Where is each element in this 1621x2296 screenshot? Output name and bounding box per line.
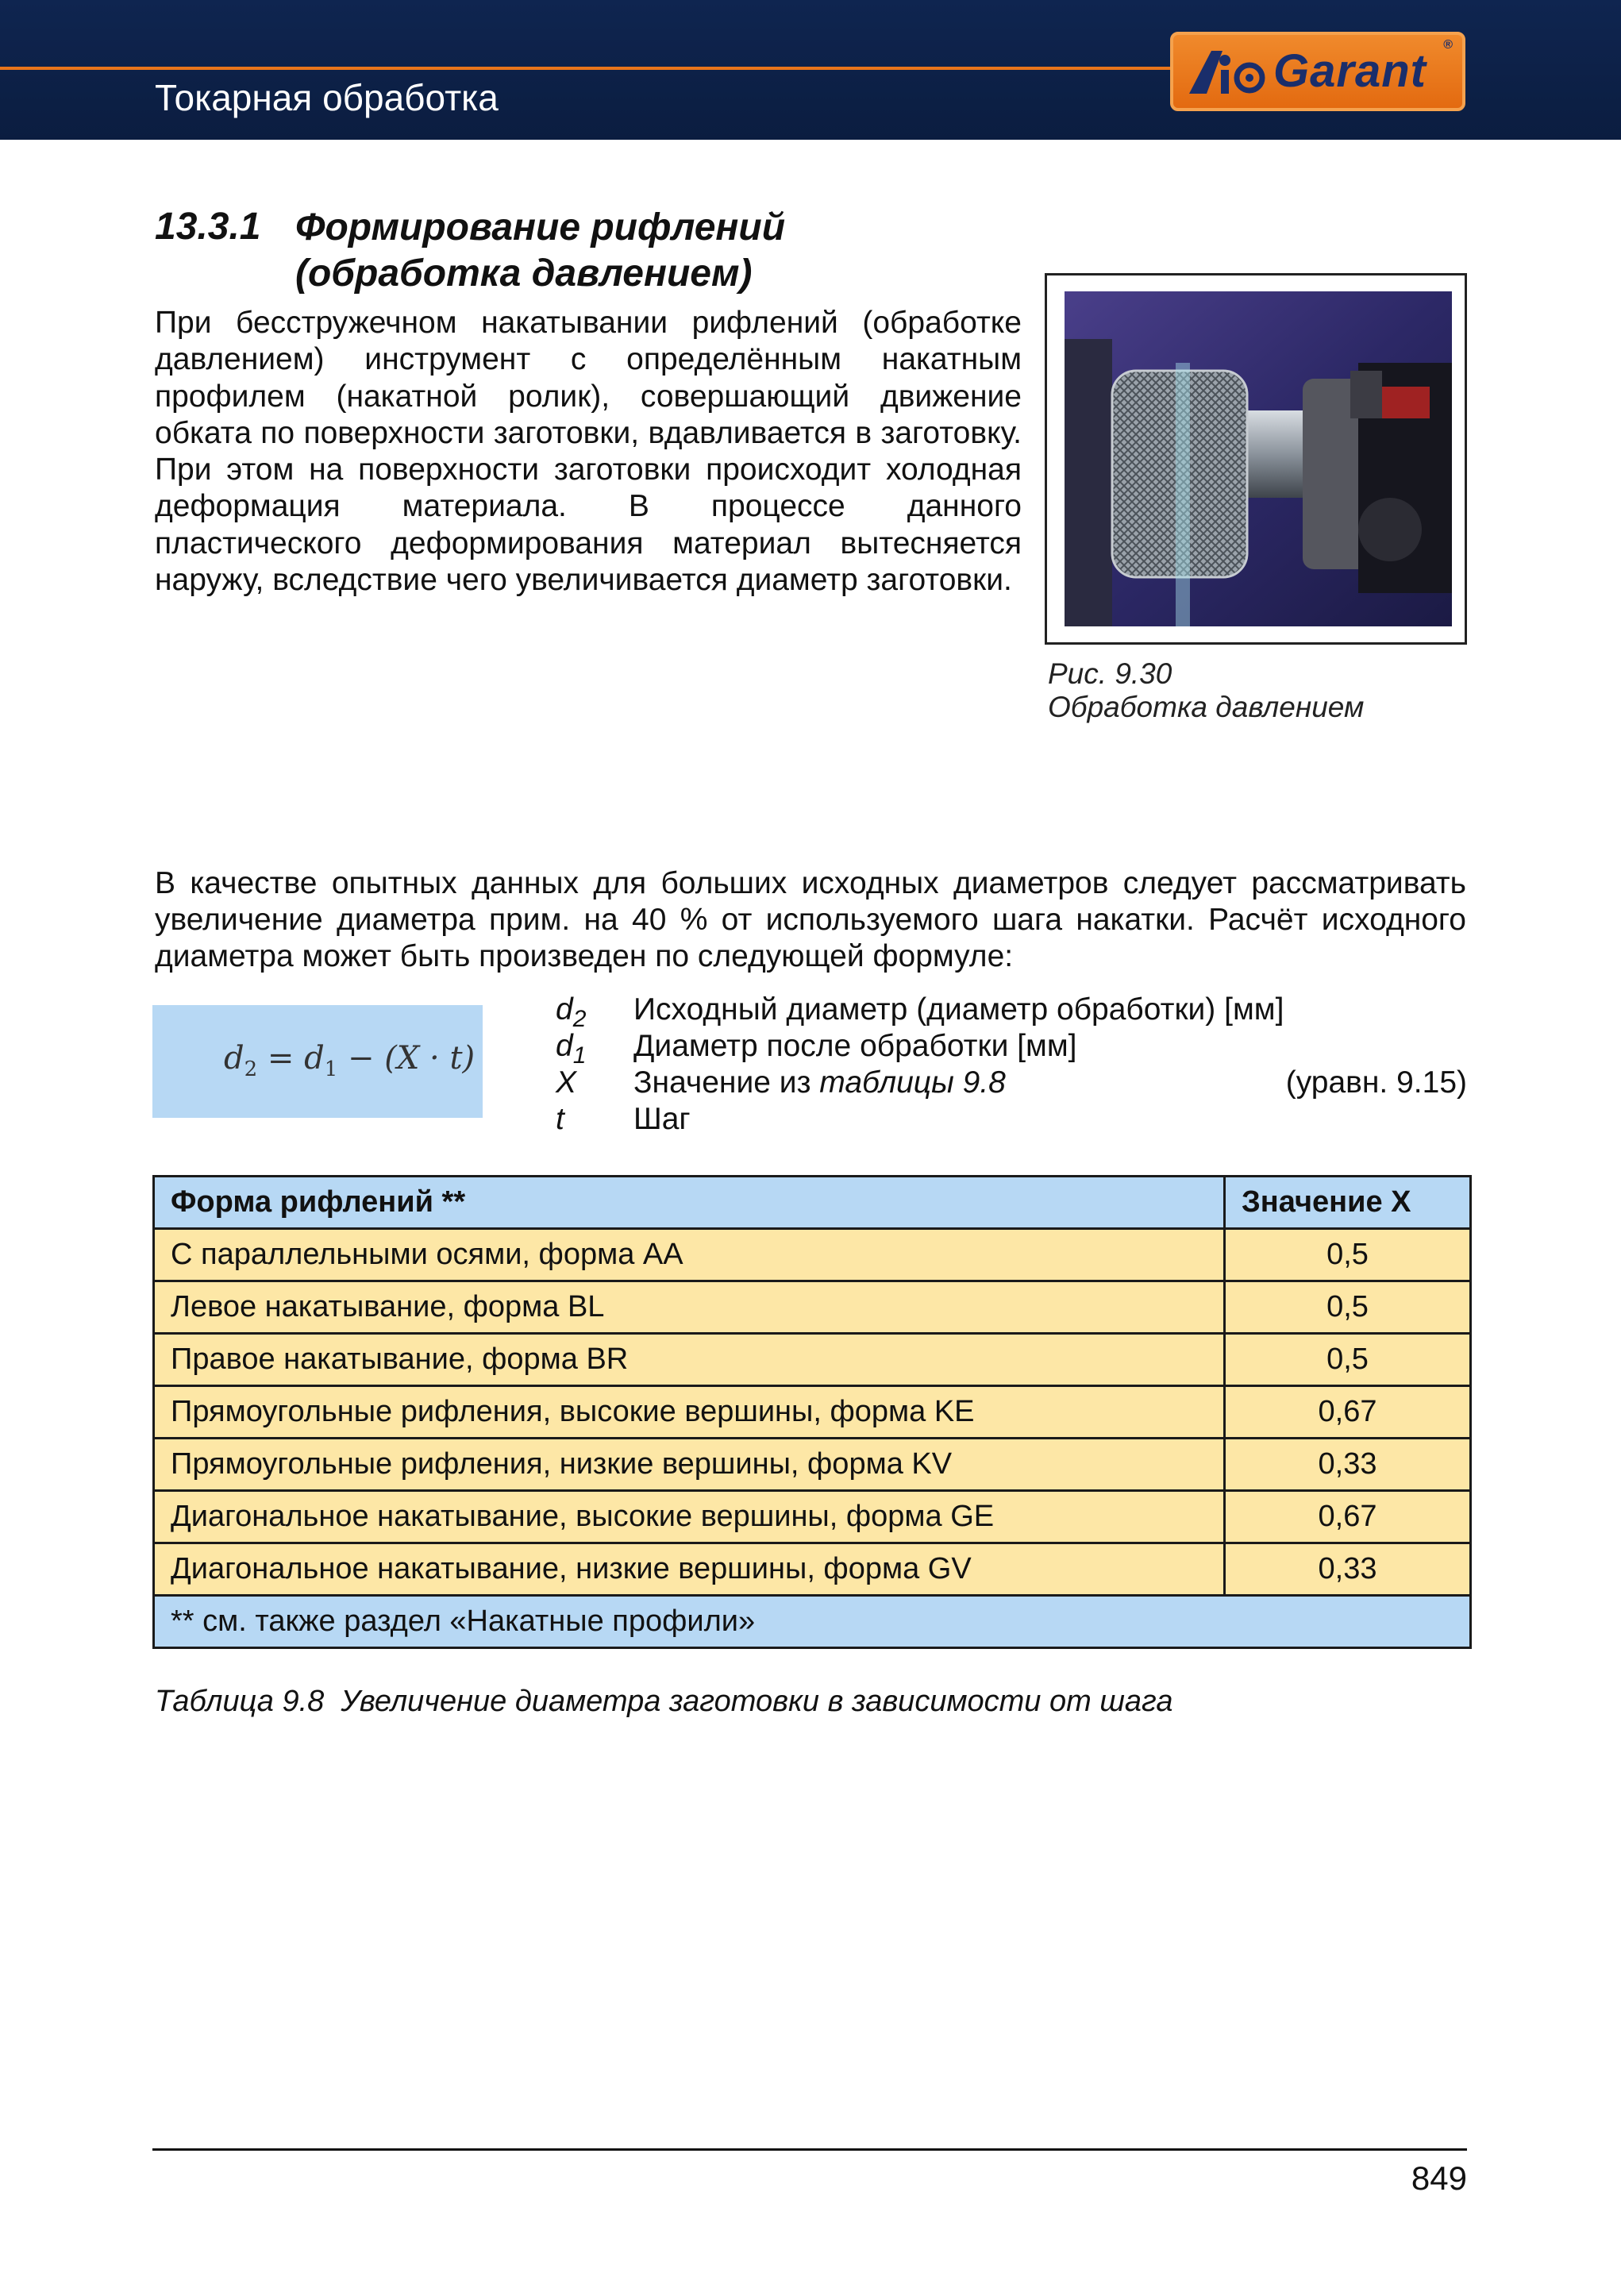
figure-photo-frame [1045,273,1467,645]
logo-text: Garant [1273,45,1427,97]
data-paragraph: В качестве опытных данных для больших исходных диаметров следует рассматривать увеличение диаметра прим. на 40 % от используемого шага накатки. Расчёт исходного диаметра может быть произведен по следующей формуле: [155,866,1466,973]
formula-rest: − (X · t) [337,1040,476,1077]
table-footnote-row [154,1596,1471,1648]
table-cell-form: Правое накатывание, форма BR [154,1334,1225,1386]
formula-legend [556,992,1467,1138]
knurling-photo [1065,291,1452,626]
table-row [154,1281,1471,1334]
table-cell-form: Диагональное накатывание, высокие вершины, форма GE [154,1491,1225,1543]
table-cell-form: Левое накатывание, форма BL [154,1281,1225,1334]
table-footnote: ** см. также раздел «Накатные профили» [154,1596,1471,1648]
logo-mark-icon [1184,46,1267,98]
footer-divider [152,2148,1467,2151]
section-title [295,205,1010,297]
table-row [154,1229,1471,1281]
legend-symbol: $d_2$ [556,992,587,1032]
section-title-line1: Формирование рифлений [295,206,786,248]
knurl-table [152,1175,1472,1649]
figure-caption-text: Обработка давлением [1048,691,1365,723]
legend-symbol: X [556,1065,577,1100]
table-header-form: Форма рифлений ** [154,1177,1225,1229]
table-cell-form: Прямоугольные рифления, высокие вершины, форма KE [154,1386,1225,1439]
table-row [154,1491,1471,1543]
table-row [154,1334,1471,1386]
legend-row [556,1102,1467,1138]
formula-r1-sub: 1 [324,1057,338,1081]
table-header-row [154,1177,1471,1229]
garant-logo [1170,32,1465,111]
logo-registered-mark: ® [1443,38,1453,52]
legend-description: Исходный диаметр (диаметр обработки) [мм] [633,992,1284,1027]
table-cell-value: 0,67 [1225,1386,1471,1439]
formula-r1: d [304,1040,325,1077]
table-cell-form: Диагональное накатывание, низкие вершины, форма GV [154,1543,1225,1596]
formula-box [152,1005,483,1118]
table-cell-value: 0,33 [1225,1439,1471,1491]
formula-lhs-sub: 2 [244,1057,258,1081]
legend-row [556,1065,1467,1102]
legend-row [556,1029,1467,1069]
formula [224,1040,475,1081]
section-number: 13.3.1 [155,206,261,248]
legend-row [556,992,1467,1032]
figure-caption-number: Рис. 9.30 [1048,657,1172,690]
table-cell-value: 0,33 [1225,1543,1471,1596]
formula-equals: = [257,1040,305,1077]
table-reference-link[interactable]: таблицы 9.8 [819,1065,1006,1100]
table-cell-value: 0,5 [1225,1281,1471,1334]
formula-lhs: d [224,1040,244,1077]
legend-description: Значение из таблицы 9.8 [633,1065,1006,1100]
header-title: Токарная обработка [155,77,499,118]
table-caption-text: Увеличение диаметра заготовки в зависимости от шага [341,1685,1173,1718]
table-caption [155,1685,1172,1719]
table-cell-value: 0,5 [1225,1229,1471,1281]
table-row [154,1439,1471,1491]
table-row [154,1386,1471,1439]
table-caption-label: Таблица 9.8 [155,1685,325,1718]
equation-reference: (уравн. 9.15) [1285,1065,1467,1100]
intro-paragraph: При бесстружечном накатывании рифлений (обработке давлением) инструмент с определённым накатным профилем (накатной ролик), совершающий движение обката по поверхности заготовки, вдавливается в заготовку. При этом на поверхности заготовки происходит холодная деформация материала. В процессе данного пластического деформирования материал вытесняется наружу, вследствие чего увеличивается диаметр заготовки. [155,306,1022,598]
table-cell-form: С параллельными осями, форма AA [154,1229,1225,1281]
legend-symbol: $d_1$ [556,1029,587,1069]
table-row [154,1543,1471,1596]
table-cell-form: Прямоугольные рифления, низкие вершины, форма KV [154,1439,1225,1491]
figure-caption [1048,657,1364,724]
legend-description: Диаметр после обработки [мм] [633,1029,1077,1063]
page-header [0,0,1621,140]
legend-symbol: t [556,1102,564,1136]
section-title-line2: (обработка давлением) [295,252,753,295]
table-cell-value: 0,67 [1225,1491,1471,1543]
table-cell-value: 0,5 [1225,1334,1471,1386]
table-header-value: Значение X [1225,1177,1471,1229]
legend-description: Шаг [633,1102,691,1136]
header-accent-line [0,67,1175,70]
page-number: 849 [1411,2159,1467,2197]
